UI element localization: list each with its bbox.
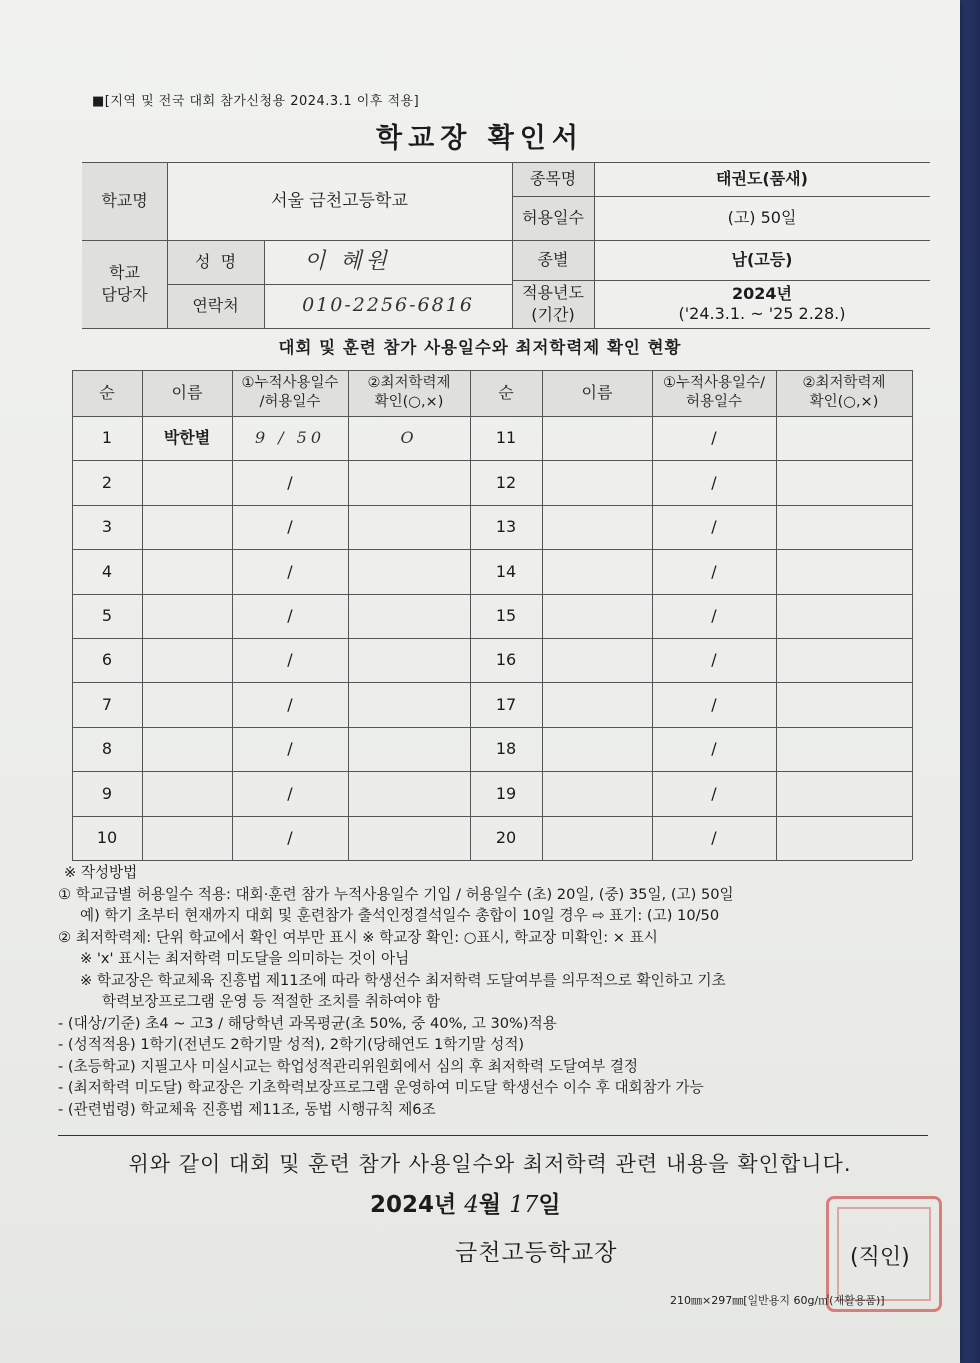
name-label: 성 명: [194, 252, 237, 272]
header-days-line2: /허용일수: [259, 394, 321, 410]
row-number: 9: [101, 783, 113, 803]
note-grades: - (성적적용) 1학기(전년도 2학기말 성적), 2학기(당해연도 1학기말 성적): [58, 1036, 525, 1053]
year-value-period: ('24.3.1. ~ '25 2.28.): [678, 304, 846, 323]
header-days: [232, 370, 348, 416]
row-number: 3: [101, 517, 113, 537]
note-2-remark-b-cont: 학력보장프로그램 운영 등 적절한 조치를 취하여야 함: [102, 993, 440, 1010]
usage-days: /: [287, 694, 293, 714]
sport-label: 종목명: [529, 169, 577, 189]
school-label: 학교명: [101, 191, 148, 211]
student-name: [142, 549, 232, 593]
allowed-days-value: (고) 50일: [727, 208, 797, 228]
usage-days: /: [287, 650, 293, 670]
header-no-right: 순: [498, 383, 514, 403]
allowed-days-label: 허용일수: [522, 208, 584, 228]
row-number: 13: [495, 517, 517, 537]
student-name: [142, 771, 232, 815]
row-number: 4: [101, 561, 113, 581]
year-label-line2: (기간): [531, 305, 575, 324]
writing-instructions: [58, 862, 938, 1120]
row-number: 16: [495, 650, 517, 670]
usage-days: /: [287, 517, 293, 537]
paper-spec-footer: 210㎜×297㎜[일반용지 60g/㎡(재활용품)]: [670, 1294, 885, 1307]
year-value: [594, 280, 930, 328]
usage-days: /: [711, 650, 717, 670]
student-name: [142, 816, 232, 860]
header-edu-line1: ②최저학력제: [367, 375, 451, 392]
min-edu-check: [348, 505, 470, 549]
min-edu-check: [348, 771, 470, 815]
header-edu-right-line2: 확인(○,×): [809, 394, 879, 410]
min-edu-check: O: [400, 428, 418, 448]
min-edu-check: [348, 682, 470, 726]
usage-days: /: [711, 739, 717, 759]
header-no: 순: [99, 383, 115, 403]
manager-name-handwritten: 이 혜원: [304, 249, 391, 275]
usage-days: /: [711, 694, 717, 714]
row-number: 20: [495, 827, 517, 847]
manager-label-line2: 담당자: [101, 285, 148, 304]
row-number: 15: [495, 605, 517, 625]
row-number: 19: [495, 783, 517, 803]
usage-days: /: [287, 783, 293, 803]
row-number: 17: [495, 694, 517, 714]
note-below-min: - (최저학력 미도달) 학교장은 기초학력보장프로그램 운영하여 미도달 학생선수 이수 후 대회참가 가능: [58, 1079, 704, 1096]
row-number: 12: [495, 472, 517, 492]
row-number: 18: [495, 739, 517, 759]
grid-line: [72, 860, 912, 861]
student-name: [142, 638, 232, 682]
usage-days: 9 / 50: [254, 428, 326, 448]
row-number: 6: [101, 650, 113, 670]
note-elementary: - (초등학교) 지필고사 미실시교는 학업성적관리위원회에서 심의 후 최저학력 도달여부 결정: [58, 1057, 639, 1075]
grid-line: [542, 370, 543, 860]
confirm-date: [370, 1186, 561, 1219]
usage-days: /: [711, 517, 717, 537]
date-month-unit: 월: [478, 1192, 502, 1218]
usage-days: /: [711, 783, 717, 803]
usage-days: /: [711, 827, 717, 847]
usage-days: /: [287, 739, 293, 759]
sport-value: 태권도(품새): [716, 169, 808, 189]
year-label-line1: 적용년도: [522, 283, 584, 303]
principal-name: 금천고등학교장: [455, 1240, 618, 1266]
note-2-remark-b: ※ 학교장은 학교체육 진흥법 제11조에 따라 학생선수 최저학력 도달여부를 의무적으로 확인하고 기초: [80, 971, 726, 989]
contact-label: 연락처: [192, 296, 239, 316]
row-number: 7: [101, 694, 113, 714]
contact-handwritten: 010-2256-6816: [302, 294, 474, 317]
student-name: [142, 682, 232, 726]
confirmation-statement: 위와 같이 대회 및 훈련 참가 사용일수와 최저학력 관련 내용을 확인합니다.: [128, 1152, 852, 1176]
note-2-remark-a: ※ 'x' 표시는 최저학력 미도달을 의미하는 것이 아님: [80, 950, 410, 967]
usage-days: /: [287, 561, 293, 581]
usage-days: /: [711, 561, 717, 581]
header-days-line1: ①누적사용일수: [241, 375, 339, 392]
min-edu-check: [348, 594, 470, 638]
header-edu-right-line1: ②최저학력제: [802, 375, 886, 392]
note-law: - (관련법령) 학교체육 진흥법 제11조, 동법 시행규칙 제6조: [58, 1100, 436, 1118]
row-number: 14: [495, 561, 517, 581]
header-edu: [348, 370, 470, 416]
student-name: [142, 460, 232, 504]
header-days-right-line1: ①누적사용일수/: [663, 375, 765, 392]
usage-days: /: [287, 472, 293, 492]
year-label: [512, 280, 594, 328]
year-value-year: 2024년: [732, 284, 792, 303]
usage-days: /: [711, 472, 717, 492]
seal-label: (직인): [850, 1245, 910, 1270]
header-name: 이름: [171, 383, 203, 403]
grid-line: [912, 370, 913, 860]
grid-line: [776, 370, 777, 860]
min-edu-check: [348, 549, 470, 593]
note-target: - (대상/기준) 초4 ~ 고3 / 해당학년 과목평균(초 50%, 중 40%, 고 30%)적용: [58, 1014, 557, 1032]
row-number: 2: [101, 472, 113, 492]
notes-heading: ※ 작성방법: [64, 864, 138, 881]
min-edu-check: [348, 460, 470, 504]
header-note: ■[지역 및 전국 대회 참가신청용 2024.3.1 이후 적용]: [92, 94, 420, 109]
student-name: [142, 727, 232, 771]
student-name: 박한별: [163, 428, 211, 448]
date-day-handwritten: 17: [509, 1192, 539, 1218]
note-2: ② 최저학력제: 단위 학교에서 확인 여부만 표시 ※ 학교장 확인: ○표시, 학교장 미확인: × 표시: [58, 928, 658, 946]
row-number: 1: [101, 428, 113, 448]
usage-days: /: [287, 605, 293, 625]
date-month-handwritten: 4: [464, 1192, 479, 1218]
min-edu-check: [348, 727, 470, 771]
row-number: 5: [101, 605, 113, 625]
row-number: 10: [96, 827, 118, 847]
school-name: 서울 금천고등학교: [271, 190, 408, 211]
row-number: 11: [495, 428, 517, 448]
header-days-right: [652, 370, 776, 416]
usage-days: /: [711, 605, 717, 625]
header-days-right-line2: 허용일수: [685, 394, 743, 410]
student-name: [142, 505, 232, 549]
note-1: ① 학교급별 허용일수 적용: 대회·훈련 참가 누적사용일수 기입 / 허용일수 (초) 20일, (중) 35일, (고) 50일: [58, 885, 734, 903]
type-value: 남(고등): [731, 250, 793, 270]
manager-label-line1: 학교: [109, 263, 140, 283]
manager-label: [82, 240, 167, 328]
header-name-right: 이름: [581, 383, 613, 403]
min-edu-check: [348, 638, 470, 682]
student-name: [142, 594, 232, 638]
usage-days: /: [287, 827, 293, 847]
header-edu-line2: 확인(○,×): [374, 394, 444, 410]
divider-line: [58, 1135, 928, 1136]
note-1-example: 예) 학기 초부터 현재까지 대회 및 훈련참가 출석인정결석일수 총합이 10일 경우 ⇨ 표기: (고) 10/50: [80, 907, 720, 924]
header-edu-right: [776, 370, 912, 416]
row-number: 8: [101, 739, 113, 759]
min-edu-check: [348, 816, 470, 860]
type-label: 종별: [537, 250, 569, 270]
usage-days: /: [711, 428, 717, 448]
document-title: 학교장 확인서: [376, 123, 584, 154]
date-year: 2024년: [370, 1192, 457, 1218]
date-day-unit: 일: [538, 1192, 561, 1218]
table-subtitle: 대회 및 훈련 참가 사용일수와 최저학력제 확인 현황: [278, 338, 682, 357]
